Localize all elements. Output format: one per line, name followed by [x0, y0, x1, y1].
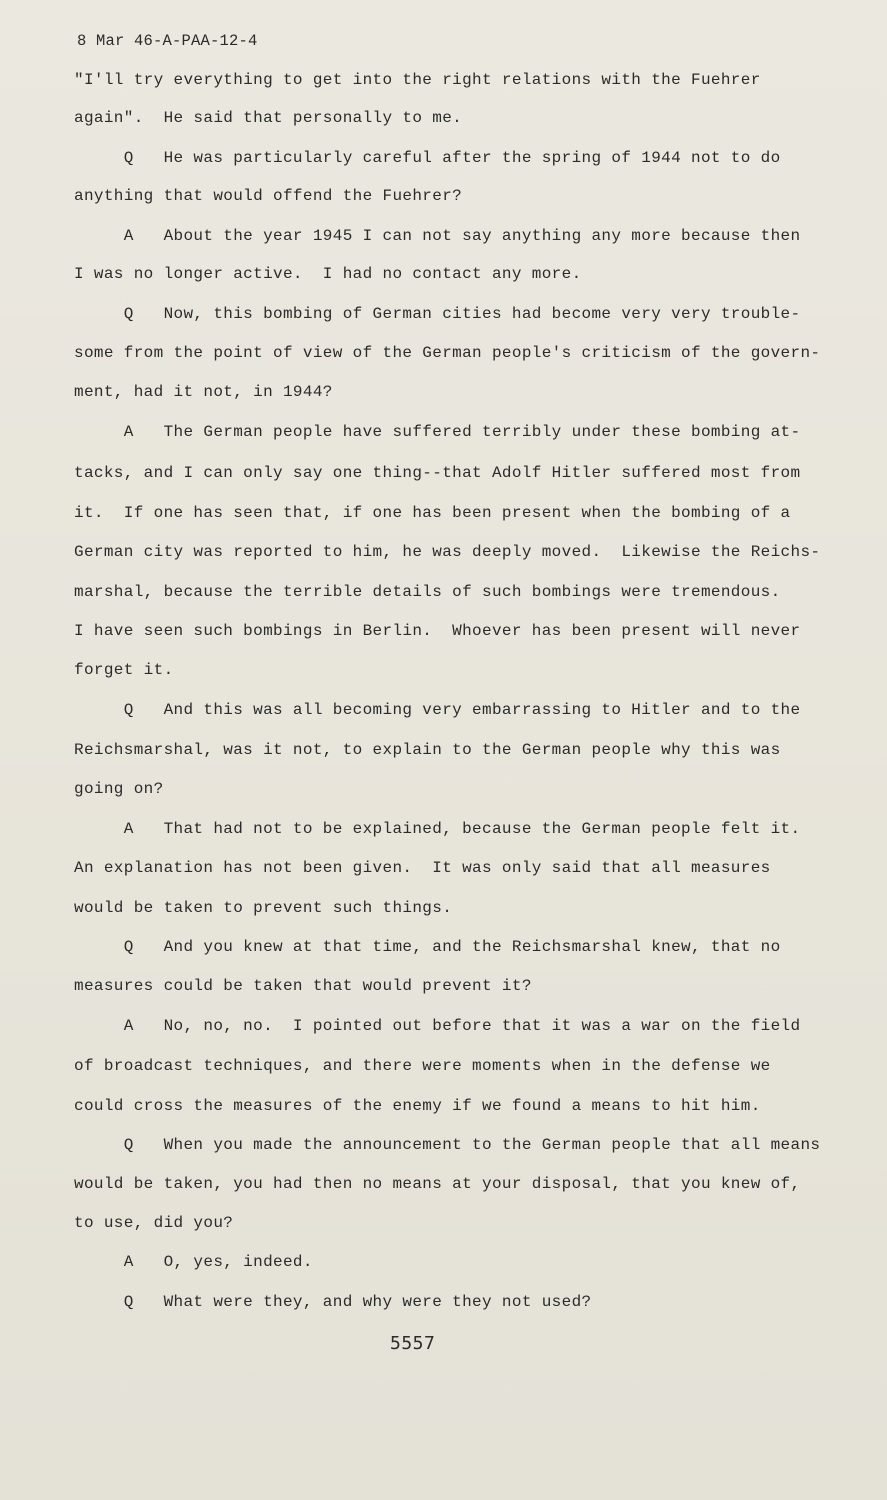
text-line: German city was reported to him, he was deeply moved. Likewise the Reichs-	[74, 543, 821, 561]
document-header: 8 Mar 46-A-PAA-12-4	[77, 32, 258, 50]
text-line: marshal, because the terrible details of such bombings were tremendous.	[74, 583, 781, 601]
text-line: A The German people have suffered terribly under these bombing at-	[74, 423, 801, 441]
text-line: Reichsmarshal, was it not, to explain to the German people why this was	[74, 741, 781, 759]
text-line: again". He said that personally to me.	[74, 109, 463, 127]
text-line: could cross the measures of the enemy if we found a means to hit him.	[74, 1097, 761, 1115]
text-line: forget it.	[74, 661, 174, 679]
page-number: 5557	[390, 1333, 436, 1354]
text-line: tacks, and I can only say one thing--that Adolf Hitler suffered most from	[74, 464, 801, 482]
text-line: Q What were they, and why were they not used?	[74, 1293, 592, 1311]
text-line: would be taken, you had then no means at your disposal, that you knew of,	[74, 1175, 801, 1193]
text-line: A O, yes, indeed.	[74, 1253, 313, 1271]
text-line: I was no longer active. I had no contact any more.	[74, 265, 582, 283]
text-line: going on?	[74, 780, 164, 798]
text-line: anything that would offend the Fuehrer?	[74, 187, 463, 205]
text-line: it. If one has seen that, if one has been present when the bombing of a	[74, 504, 791, 522]
text-line: Q When you made the announcement to the German people that all means	[74, 1136, 821, 1154]
text-line: An explanation has not been given. It was only said that all measures	[74, 859, 771, 877]
text-line: Q Now, this bombing of German cities had become very very trouble-	[74, 305, 801, 323]
text-line: measures could be taken that would prevent it?	[74, 977, 532, 995]
text-line: A No, no, no. I pointed out before that it was a war on the field	[74, 1017, 801, 1035]
text-line: some from the point of view of the German people's criticism of the govern-	[74, 344, 821, 362]
text-line: "I'll try everything to get into the right relations with the Fuehrer	[74, 71, 761, 89]
text-line: of broadcast techniques, and there were moments when in the defense we	[74, 1057, 771, 1075]
text-line: Q He was particularly careful after the spring of 1944 not to do	[74, 149, 781, 167]
text-line: to use, did you?	[74, 1214, 234, 1232]
text-line: Q And this was all becoming very embarrassing to Hitler and to the	[74, 701, 801, 719]
text-line: A About the year 1945 I can not say anything any more because then	[74, 227, 801, 245]
text-line: would be taken to prevent such things.	[74, 899, 453, 917]
text-line: A That had not to be explained, because the German people felt it.	[74, 820, 801, 838]
text-line: Q And you knew at that time, and the Reichsmarshal knew, that no	[74, 938, 781, 956]
text-line: I have seen such bombings in Berlin. Whoever has been present will never	[74, 622, 801, 640]
text-line: ment, had it not, in 1944?	[74, 383, 333, 401]
